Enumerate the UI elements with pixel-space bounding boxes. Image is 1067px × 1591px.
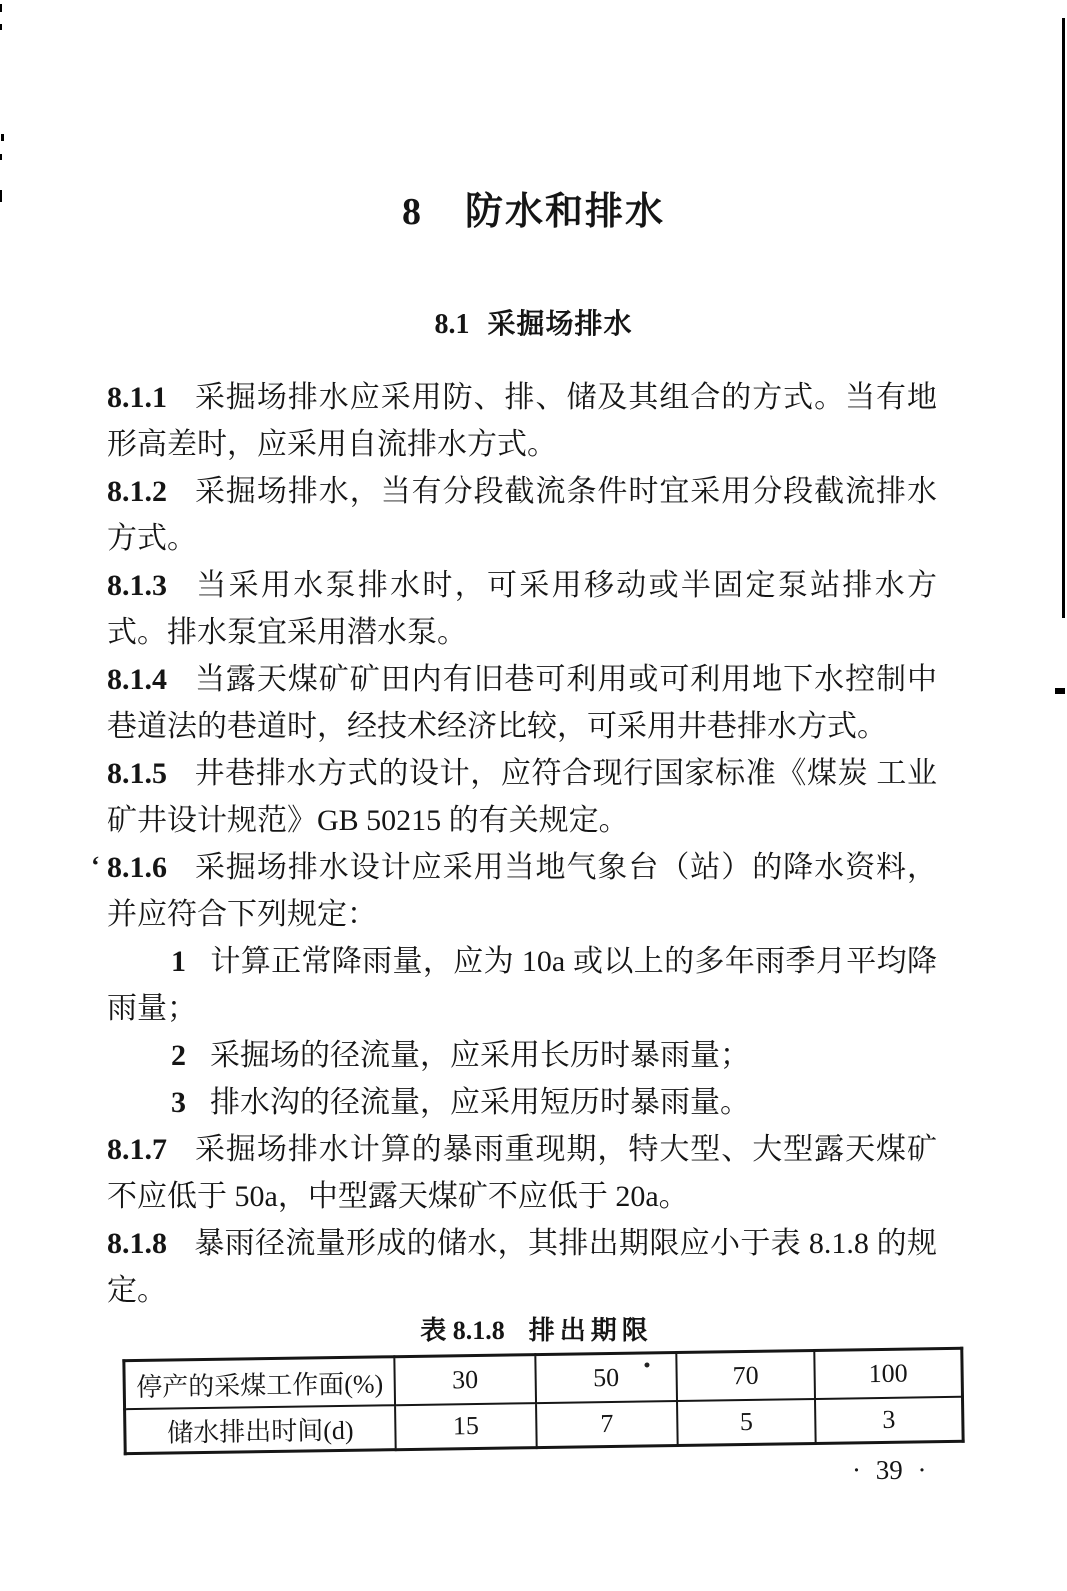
chapter-title: 防水和排水 — [464, 191, 665, 233]
clause-8-1-2 — [107, 468, 937, 562]
clause-8-1-1 — [107, 374, 937, 468]
table-caption-title: 排出期限 — [528, 1316, 653, 1345]
value-cell: 100 — [814, 1348, 962, 1399]
clause-8-1-5 — [107, 750, 937, 844]
table-caption-label: 表 8.1.8 — [420, 1316, 505, 1345]
row-label-cell: 停产的采煤工作面(%) — [124, 1357, 395, 1410]
sub-item-text: 排水沟的径流量，应采用短历时暴雨量。 — [210, 1086, 750, 1119]
clause-number: 8.1.7 — [107, 1133, 167, 1166]
sub-item-text: 计算正常降雨量，应为 10a 或以上的多年雨季月平均降雨量； — [107, 945, 937, 1025]
chapter-number: 8 — [401, 191, 421, 233]
value-cell: 3 — [815, 1397, 963, 1444]
clause-8-1-6 — [91, 844, 937, 938]
clause-text: 采掘场排水设计应采用当地气象台（站）的降水资料，并应符合下列规定： — [107, 851, 937, 931]
value-cell: 7 — [536, 1401, 678, 1448]
clause-number: 8.1.6 — [107, 851, 167, 884]
value-cell: 70 — [676, 1350, 815, 1401]
scan-artifact-left-speck — [1, 134, 4, 141]
page-number: · 39 · — [852, 1455, 927, 1485]
chapter-heading — [0, 188, 1067, 236]
clause-text: 当采用水泵排水时，可采用移动或半固定泵站排水方式。排水泵宜采用潜水泵。 — [107, 569, 937, 649]
table-caption — [123, 1316, 950, 1346]
clause-8-1-4 — [107, 656, 937, 750]
section-number: 8.1 — [434, 309, 470, 340]
clause-text: 井巷排水方式的设计，应符合现行国家标准《煤炭 工业矿井设计规范》GB 50215 的有关规定。 — [107, 757, 937, 837]
section-title: 采掘场排水 — [487, 309, 633, 340]
scan-tick-mark: ‘ — [91, 851, 100, 880]
sub-item-number: 2 — [171, 1039, 186, 1072]
clause-text: 当露天煤矿矿田内有旧巷可利用或可利用地下水控制中巷道法的巷道时，经技术经济比较，可采用井巷排水方式。 — [107, 663, 937, 743]
section-heading — [0, 307, 1067, 343]
clause-text: 采掘场排水应采用防、排、储及其组合的方式。当有地形高差时，应采用自流排水方式。 — [107, 381, 937, 461]
value-cell: 5 — [677, 1399, 816, 1446]
clause-number: 8.1.3 — [107, 569, 167, 602]
body-text — [91, 374, 937, 1314]
sub-item-3 — [107, 1079, 937, 1126]
clause-number: 8.1.1 — [107, 381, 167, 414]
clause-number: 8.1.2 — [107, 475, 167, 508]
clause-8-1-8 — [107, 1220, 937, 1314]
scan-artifact-right-dash — [1055, 688, 1065, 694]
sub-item-2 — [107, 1032, 937, 1079]
sub-item-text: 采掘场的径流量，应采用长历时暴雨量； — [210, 1039, 750, 1072]
scan-artifact-left-speck — [0, 154, 2, 160]
sub-item-number: 3 — [171, 1086, 186, 1119]
sub-item-1 — [107, 938, 937, 1032]
clause-text: 采掘场排水，当有分段截流条件时宜采用分段截流排水方式。 — [107, 475, 937, 555]
value-cell: 15 — [395, 1403, 537, 1450]
value-cell: 30 — [394, 1355, 536, 1406]
clause-8-1-3 — [107, 562, 937, 656]
row-label-cell: 储水排出时间(d) — [125, 1405, 396, 1454]
clause-8-1-7 — [107, 1126, 937, 1220]
clause-text: 暴雨径流量形成的储水，其排出期限应小于表 8.1.8 的规定。 — [107, 1227, 937, 1307]
clause-text: 采掘场排水计算的暴雨重现期，特大型、大型露天煤矿不应低于 50a，中型露天煤矿不应低于 20a。 — [107, 1133, 937, 1213]
clause-number: 8.1.5 — [107, 757, 167, 790]
clause-number: 8.1.8 — [107, 1227, 167, 1260]
value-cell: 50 — [535, 1353, 677, 1404]
sub-item-number: 1 — [171, 945, 186, 978]
discharge-period-table — [122, 1347, 964, 1455]
clause-number: 8.1.4 — [107, 663, 167, 696]
scan-artifact-left-speck — [0, 4, 2, 12]
scan-artifact-left-speck — [0, 24, 2, 30]
table-block — [123, 1316, 950, 1449]
